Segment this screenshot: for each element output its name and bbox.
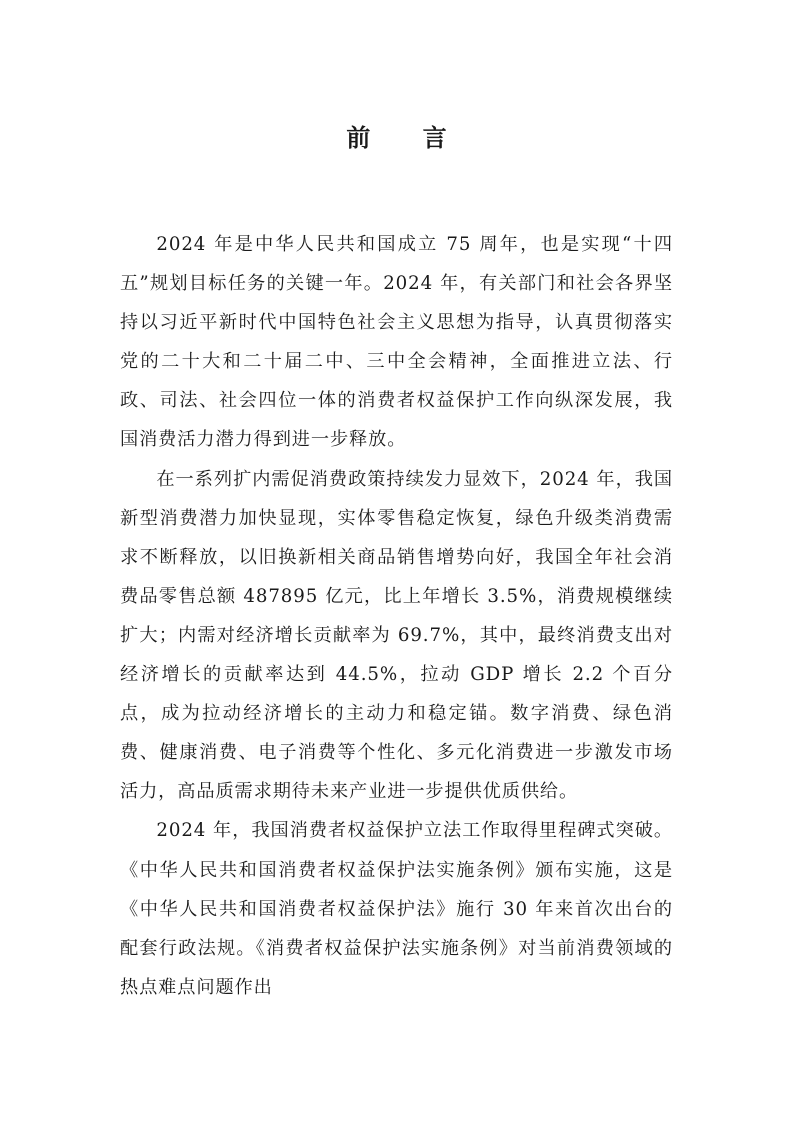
paragraph-2: 在一系列扩内需促消费政策持续发力显效下，2024 年，我国新型消费潜力加快显现，实体零售稳定恢复，绿色升级类消费需求不断释放，以旧换新相关商品销售增势向好，我国全年社会消费品零售总额 487895 亿元，比上年增长 3.5%，消费规模继续扩大；内需对经济增长贡献率为 69.7%，其中，最终消费支出对经济增长的贡献率达到 44.5%，拉动 GDP 增长 2.2 个百分点，成为拉动经济增长的主动力和稳定锚。数字消费、绿色消费、健康消费、电子消费等个性化、多元化消费进一步激发市场活力，高品质需求期待未来产业进一步提供优质供给。 [120,468,673,803]
body-text [120,225,673,1007]
paragraph-3: 2024 年，我国消费者权益保护立法工作取得里程碑式突破。《中华人民共和国消费者权益保护法实施条例》颁布实施，这是《中华人民共和国消费者权益保护法》施行 30 年来首次出台的配套行政法规。《消费者权益保护法实施条例》对当前消费领域的热点难点问题作出 [120,820,673,998]
page-title: 前 言 [346,123,469,152]
paragraph-1: 2024 年是中华人民共和国成立 75 周年，也是实现“十四五”规划目标任务的关键一年。2024 年，有关部门和社会各界坚持以习近平新时代中国特色社会主义思想为指导，认真贯彻落实党的二十大和二十届二中、三中全会精神，全面推进立法、行政、司法、社会四位一体的消费者权益保护工作向纵深发展，我国消费活力潜力得到进一步释放。 [120,234,673,451]
